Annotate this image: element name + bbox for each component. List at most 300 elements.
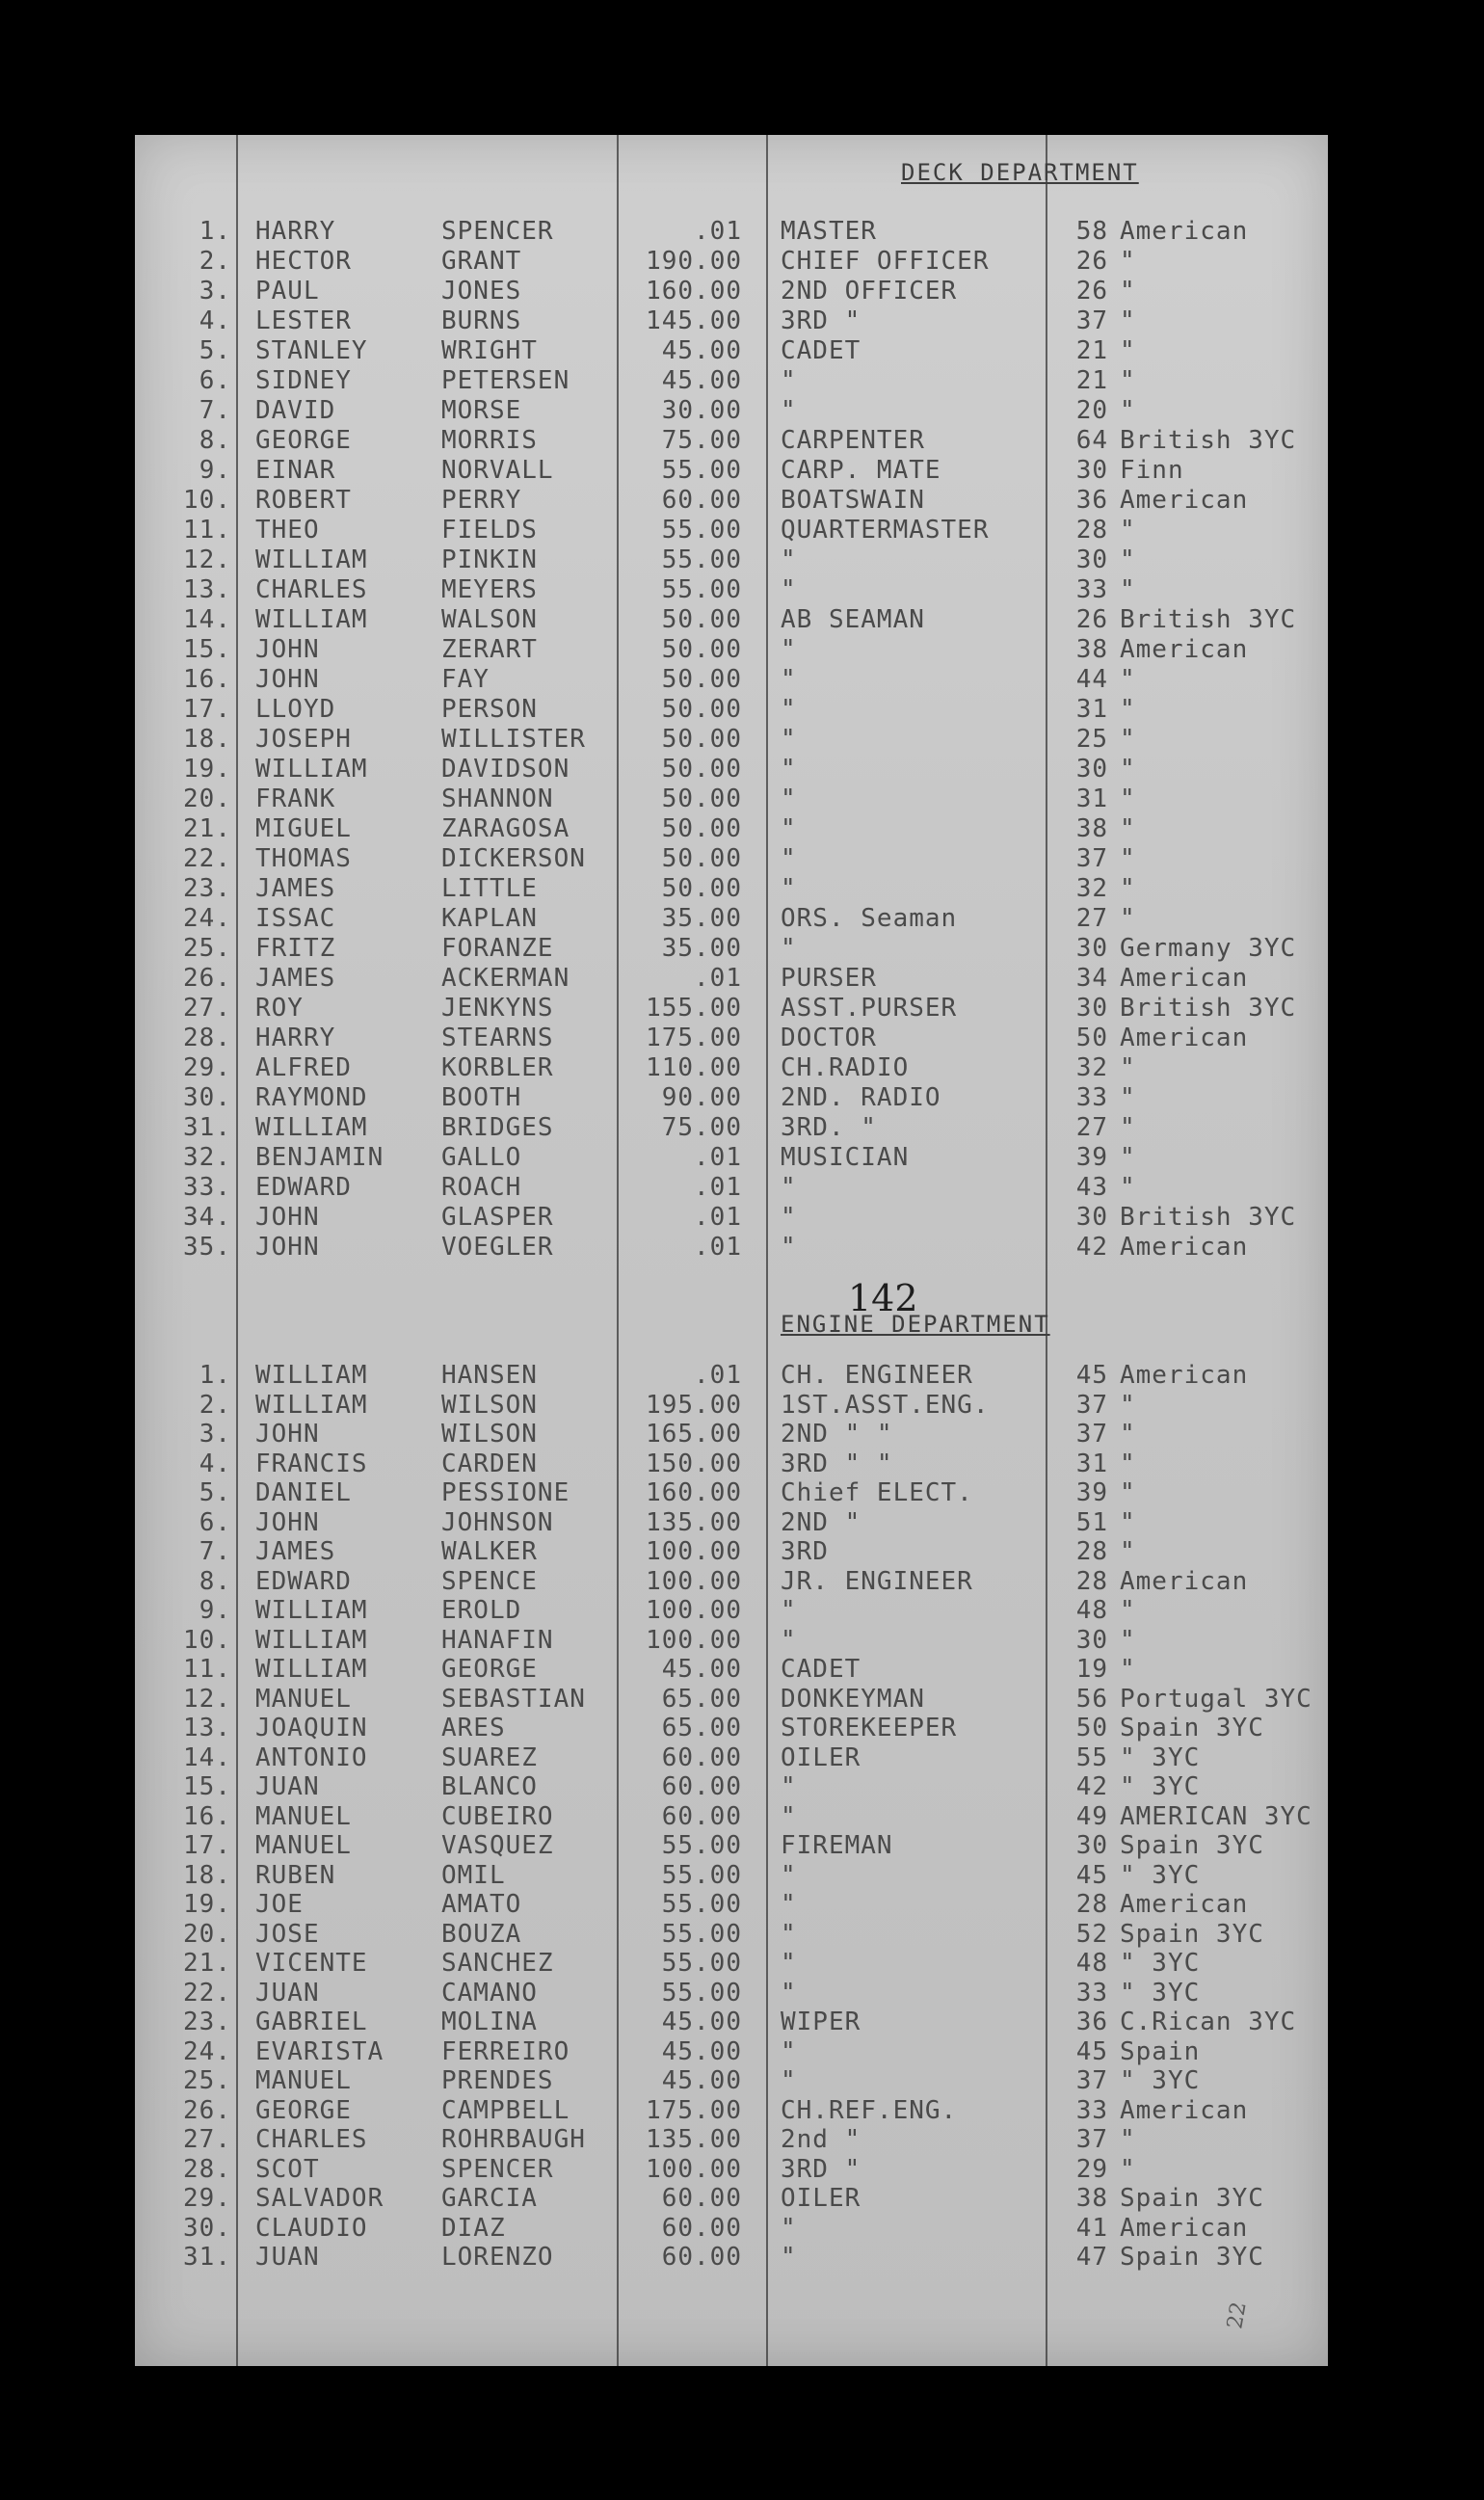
wage: 50.00 <box>661 695 742 724</box>
last-name: STEARNS <box>441 1024 554 1052</box>
row-number: 20. <box>183 1919 231 1949</box>
last-name: KORBLER <box>441 1053 554 1082</box>
row-number: 3. <box>199 1420 231 1449</box>
wage: 60.00 <box>661 1801 742 1831</box>
age: 45 <box>1075 1860 1108 1890</box>
nationality: " <box>1120 336 1136 365</box>
table-row <box>135 1979 1328 2008</box>
age: 55 <box>1075 1742 1108 1772</box>
rating: " <box>781 1596 797 1625</box>
rating: " <box>781 695 797 724</box>
row-number: 9. <box>199 1596 231 1625</box>
row-number: 12. <box>183 545 231 574</box>
page-number: 142 <box>848 1277 918 1319</box>
wage: 60.00 <box>661 2213 742 2243</box>
nationality: " <box>1120 306 1136 335</box>
row-number: 18. <box>183 725 231 754</box>
nationality: " 3YC <box>1120 2066 1201 2095</box>
row-number: 7. <box>199 1537 231 1566</box>
table-row <box>135 456 1328 485</box>
row-number: 3. <box>199 277 231 306</box>
row-number: 23. <box>183 2008 231 2036</box>
nationality: " <box>1120 904 1136 933</box>
age: 28 <box>1075 1890 1108 1919</box>
table-row <box>135 1420 1328 1449</box>
age: 50 <box>1075 1024 1108 1052</box>
last-name: SPENCER <box>441 217 554 246</box>
row-number: 16. <box>183 665 231 694</box>
first-name: JUAN <box>255 2243 320 2272</box>
age: 28 <box>1075 1566 1108 1596</box>
nationality: American <box>1120 2213 1249 2243</box>
table-row <box>135 1802 1328 1831</box>
first-name: WILLIAM <box>255 1625 368 1655</box>
wage: 100.00 <box>646 1537 742 1566</box>
wage: 100.00 <box>646 2154 742 2184</box>
last-name: ACKERMAN <box>441 964 570 993</box>
wage: 145.00 <box>646 306 742 335</box>
nationality: Finn <box>1120 456 1184 485</box>
nationality: Spain 3YC <box>1120 2184 1264 2213</box>
rating: " <box>781 755 797 784</box>
nationality: " <box>1120 277 1136 306</box>
first-name: EDWARD <box>255 1566 352 1596</box>
rating: " <box>781 1919 797 1949</box>
first-name: MANUEL <box>255 1684 352 1714</box>
first-name: MIGUEL <box>255 814 352 843</box>
nationality: American <box>1120 486 1249 515</box>
table-row <box>135 605 1328 634</box>
nationality: " <box>1120 1113 1136 1142</box>
rating: 3RD. " <box>781 1113 877 1142</box>
row-number: 21. <box>183 814 231 843</box>
age: 39 <box>1075 1478 1108 1507</box>
age: 45 <box>1075 1361 1108 1390</box>
last-name: GRANT <box>441 247 522 276</box>
wage: 135.00 <box>646 1507 742 1537</box>
nationality: Spain 3YC <box>1120 1919 1264 1949</box>
nationality: American <box>1120 964 1249 993</box>
last-name: MORSE <box>441 396 522 425</box>
row-number: 13. <box>183 1714 231 1742</box>
row-number: 28. <box>183 1024 231 1052</box>
age: 36 <box>1075 486 1108 515</box>
first-name: HARRY <box>255 1024 336 1052</box>
rating: " <box>781 785 797 813</box>
last-name: PERRY <box>441 486 522 515</box>
wage: 135.00 <box>646 2125 742 2154</box>
row-number: 27. <box>183 2125 231 2154</box>
wage: 50.00 <box>661 874 742 903</box>
table-row <box>135 306 1328 335</box>
table-row <box>135 1949 1328 1978</box>
first-name: SIDNEY <box>255 366 352 395</box>
wage: 175.00 <box>646 2095 742 2125</box>
wage: 50.00 <box>661 755 742 784</box>
wage: 175.00 <box>646 1024 742 1052</box>
wage: 50.00 <box>661 785 742 813</box>
table-row <box>135 1567 1328 1596</box>
first-name: EDWARD <box>255 1173 352 1202</box>
rating: FIREMAN <box>781 1831 893 1860</box>
table-row <box>135 545 1328 574</box>
age: 26 <box>1075 605 1108 634</box>
last-name: BOUZA <box>441 1919 522 1949</box>
row-number: 17. <box>183 695 231 724</box>
nationality: " <box>1120 695 1136 724</box>
table-row <box>135 725 1328 754</box>
age: 32 <box>1075 1053 1108 1082</box>
table-row <box>135 1449 1328 1478</box>
age: 30 <box>1075 1831 1108 1860</box>
rating: " <box>781 575 797 604</box>
row-number: 10. <box>183 486 231 515</box>
table-row <box>135 1083 1328 1112</box>
row-number: 32. <box>183 1143 231 1172</box>
rating: " <box>781 2036 797 2066</box>
nationality: " <box>1120 1053 1136 1082</box>
table-row <box>135 2155 1328 2184</box>
last-name: GALLO <box>441 1143 522 1172</box>
table-row <box>135 1772 1328 1801</box>
nationality: Spain 3YC <box>1120 1714 1264 1742</box>
row-number: 26. <box>183 2095 231 2125</box>
wage: 75.00 <box>661 1113 742 1142</box>
row-number: 4. <box>199 1449 231 1478</box>
rating: 2ND " " <box>781 1420 893 1449</box>
first-name: JOHN <box>255 1233 320 1262</box>
last-name: PESSIONE <box>441 1478 570 1507</box>
nationality: American <box>1120 217 1249 246</box>
nationality: British 3YC <box>1120 605 1297 634</box>
age: 51 <box>1075 1507 1108 1537</box>
rating: " <box>781 934 797 963</box>
age: 27 <box>1075 904 1108 933</box>
first-name: FRITZ <box>255 934 336 963</box>
row-number: 24. <box>183 904 231 933</box>
nationality: " <box>1120 516 1136 545</box>
rating: 2ND OFFICER <box>781 277 958 306</box>
row-number: 15. <box>183 1772 231 1801</box>
first-name: FRANK <box>255 785 336 813</box>
age: 44 <box>1075 665 1108 694</box>
age: 36 <box>1075 2008 1108 2036</box>
first-name: CLAUDIO <box>255 2213 368 2243</box>
last-name: BRIDGES <box>441 1113 554 1142</box>
nationality: " <box>1120 1507 1136 1537</box>
first-name: MANUEL <box>255 1801 352 1831</box>
wage: 75.00 <box>661 426 742 455</box>
last-name: ZERART <box>441 635 538 664</box>
table-row <box>135 2184 1328 2213</box>
table-row <box>135 1831 1328 1860</box>
row-number: 15. <box>183 635 231 664</box>
rating: QUARTERMASTER <box>781 516 990 545</box>
nationality: " <box>1120 247 1136 276</box>
wage: 55.00 <box>661 575 742 604</box>
first-name: JOHN <box>255 1507 320 1537</box>
last-name: SUAREZ <box>441 1742 538 1772</box>
rating: BOATSWAIN <box>781 486 925 515</box>
first-name: ALFRED <box>255 1053 352 1082</box>
nationality: " <box>1120 874 1136 903</box>
last-name: WILLISTER <box>441 725 586 754</box>
last-name: PRENDES <box>441 2066 554 2095</box>
table-row <box>135 396 1328 425</box>
first-name: JUAN <box>255 1772 320 1801</box>
age: 30 <box>1075 934 1108 963</box>
age: 31 <box>1075 695 1108 724</box>
nationality: " <box>1120 1143 1136 1172</box>
last-name: WALSON <box>441 605 538 634</box>
first-name: EINAR <box>255 456 336 485</box>
age: 20 <box>1075 396 1108 425</box>
row-number: 5. <box>199 1478 231 1507</box>
last-name: SPENCE <box>441 1566 538 1596</box>
rating: CH. ENGINEER <box>781 1361 973 1390</box>
last-name: FIELDS <box>441 516 538 545</box>
wage: 195.00 <box>646 1390 742 1420</box>
table-row <box>135 1024 1328 1052</box>
last-name: JOHNSON <box>441 1507 554 1537</box>
wage: 55.00 <box>661 1978 742 2008</box>
table-row <box>135 2037 1328 2066</box>
age: 37 <box>1075 1420 1108 1449</box>
nationality: " <box>1120 1420 1136 1449</box>
nationality: " <box>1120 545 1136 574</box>
first-name: WILLIAM <box>255 1390 368 1420</box>
first-name: BENJAMIN <box>255 1143 384 1172</box>
wage: 50.00 <box>661 725 742 754</box>
row-number: 13. <box>183 575 231 604</box>
first-name: VICENTE <box>255 1949 368 1978</box>
first-name: WILLIAM <box>255 605 368 634</box>
rating: " <box>781 665 797 694</box>
age: 31 <box>1075 1449 1108 1478</box>
table-row <box>135 1537 1328 1566</box>
rating: " <box>781 2066 797 2095</box>
rating: ORS. Seaman <box>781 904 958 933</box>
table-row <box>135 1596 1328 1625</box>
row-number: 29. <box>183 2184 231 2213</box>
table-row <box>135 994 1328 1023</box>
last-name: CAMANO <box>441 1978 538 2008</box>
table-row <box>135 336 1328 365</box>
last-name: GLASPER <box>441 1203 554 1232</box>
wage: 55.00 <box>661 545 742 574</box>
rating: OILER <box>781 2184 861 2213</box>
last-name: DAVIDSON <box>441 755 570 784</box>
first-name: DAVID <box>255 396 336 425</box>
last-name: FERREIRO <box>441 2036 570 2066</box>
first-name: WILLIAM <box>255 1655 368 1684</box>
table-row <box>135 964 1328 993</box>
rating: CARPENTER <box>781 426 925 455</box>
age: 33 <box>1075 2095 1108 2125</box>
rating: PURSER <box>781 964 877 993</box>
first-name: RUBEN <box>255 1860 336 1890</box>
table-row <box>135 695 1328 724</box>
last-name: SHANNON <box>441 785 554 813</box>
rating: DOCTOR <box>781 1024 877 1052</box>
row-number: 27. <box>183 994 231 1023</box>
row-number: 24. <box>183 2036 231 2066</box>
age: 31 <box>1075 785 1108 813</box>
last-name: VOEGLER <box>441 1233 554 1262</box>
first-name: THEO <box>255 516 320 545</box>
first-name: JOHN <box>255 665 320 694</box>
age: 38 <box>1075 635 1108 664</box>
last-name: VASQUEZ <box>441 1831 554 1860</box>
age: 37 <box>1075 2066 1108 2095</box>
first-name: LLOYD <box>255 695 336 724</box>
first-name: DANIEL <box>255 1478 352 1507</box>
last-name: OMIL <box>441 1860 506 1890</box>
rating: " <box>781 396 797 425</box>
wage: 55.00 <box>661 456 742 485</box>
age: 19 <box>1075 1655 1108 1684</box>
rating: " <box>781 1949 797 1978</box>
row-number: 21. <box>183 1949 231 1978</box>
last-name: ROHRBAUGH <box>441 2125 586 2154</box>
nationality: American <box>1120 1890 1249 1919</box>
age: 26 <box>1075 277 1108 306</box>
age: 43 <box>1075 1173 1108 1202</box>
age: 27 <box>1075 1113 1108 1142</box>
first-name: JOHN <box>255 635 320 664</box>
age: 56 <box>1075 1684 1108 1714</box>
rating: 3RD " <box>781 306 861 335</box>
nationality: " <box>1120 844 1136 873</box>
rating: MASTER <box>781 217 877 246</box>
table-row <box>135 1890 1328 1919</box>
row-number: 2. <box>199 1390 231 1420</box>
row-number: 12. <box>183 1684 231 1714</box>
last-name: DICKERSON <box>441 844 586 873</box>
table-row <box>135 366 1328 395</box>
last-name: WALKER <box>441 1537 538 1566</box>
last-name: CAMPBELL <box>441 2095 570 2125</box>
last-name: BOOTH <box>441 1083 522 1112</box>
table-row <box>135 1113 1328 1142</box>
table-row <box>135 247 1328 276</box>
rating: 3RD " " <box>781 1449 893 1478</box>
deck-crew-table <box>135 217 1328 1267</box>
rating: ASST.PURSER <box>781 994 958 1023</box>
last-name: WILSON <box>441 1420 538 1449</box>
rating: " <box>781 545 797 574</box>
row-number: 22. <box>183 1978 231 2008</box>
first-name: WILLIAM <box>255 1596 368 1625</box>
first-name: WILLIAM <box>255 545 368 574</box>
table-row <box>135 1391 1328 1420</box>
last-name: LORENZO <box>441 2243 554 2272</box>
rating: " <box>781 1233 797 1262</box>
rating: " <box>781 2243 797 2272</box>
last-name: MORRIS <box>441 426 538 455</box>
table-row <box>135 1053 1328 1082</box>
row-number: 26. <box>183 964 231 993</box>
table-row <box>135 814 1328 843</box>
nationality: Portugal 3YC <box>1120 1684 1312 1714</box>
rating: DONKEYMAN <box>781 1684 925 1714</box>
table-row <box>135 874 1328 903</box>
nationality: Spain 3YC <box>1120 1831 1264 1860</box>
wage: 165.00 <box>646 1420 742 1449</box>
first-name: STANLEY <box>255 336 368 365</box>
table-row <box>135 2096 1328 2125</box>
wage: 60.00 <box>661 2184 742 2213</box>
wage: 155.00 <box>646 994 742 1023</box>
age: 64 <box>1075 426 1108 455</box>
last-name: FORANZE <box>441 934 554 963</box>
nationality: Spain 3YC <box>1120 2243 1264 2272</box>
wage: 110.00 <box>646 1053 742 1082</box>
wage: 30.00 <box>661 396 742 425</box>
table-row <box>135 755 1328 784</box>
table-row <box>135 1743 1328 1772</box>
last-name: BURNS <box>441 306 522 335</box>
rating: 2ND " <box>781 1507 861 1537</box>
first-name: ANTONIO <box>255 1742 368 1772</box>
wage: 50.00 <box>661 844 742 873</box>
wage: 35.00 <box>661 934 742 963</box>
engine-crew-table <box>135 1361 1328 2286</box>
row-number: 18. <box>183 1860 231 1890</box>
wage: 35.00 <box>661 904 742 933</box>
row-number: 11. <box>183 516 231 545</box>
age: 48 <box>1075 1949 1108 1978</box>
age: 32 <box>1075 874 1108 903</box>
nationality: " <box>1120 755 1136 784</box>
age: 33 <box>1075 575 1108 604</box>
row-number: 6. <box>199 1507 231 1537</box>
row-number: 1. <box>199 217 231 246</box>
row-number: 28. <box>183 2154 231 2184</box>
row-number: 30. <box>183 2213 231 2243</box>
rating: CARP. MATE <box>781 456 941 485</box>
table-row <box>135 2008 1328 2036</box>
last-name: ZARAGOSA <box>441 814 570 843</box>
manifest-sheet <box>135 135 1328 2366</box>
row-number: 19. <box>183 1890 231 1919</box>
age: 37 <box>1075 2125 1108 2154</box>
wage: 55.00 <box>661 1919 742 1949</box>
first-name: RAYMOND <box>255 1083 368 1112</box>
nationality: British 3YC <box>1120 426 1297 455</box>
table-row <box>135 785 1328 813</box>
nationality: " <box>1120 1625 1136 1655</box>
row-number: 29. <box>183 1053 231 1082</box>
nationality: " <box>1120 1596 1136 1625</box>
row-number: 31. <box>183 1113 231 1142</box>
nationality: " <box>1120 725 1136 754</box>
age: 38 <box>1075 814 1108 843</box>
first-name: WILLIAM <box>255 755 368 784</box>
row-number: 20. <box>183 785 231 813</box>
first-name: GEORGE <box>255 426 352 455</box>
nationality: " <box>1120 1537 1136 1566</box>
last-name: AMATO <box>441 1890 522 1919</box>
nationality: British 3YC <box>1120 994 1297 1023</box>
first-name: ISSAC <box>255 904 336 933</box>
age: 39 <box>1075 1143 1108 1172</box>
wage: 45.00 <box>661 366 742 395</box>
wage: 190.00 <box>646 247 742 276</box>
rating: " <box>781 1173 797 1202</box>
table-row <box>135 934 1328 963</box>
age: 42 <box>1075 1233 1108 1262</box>
